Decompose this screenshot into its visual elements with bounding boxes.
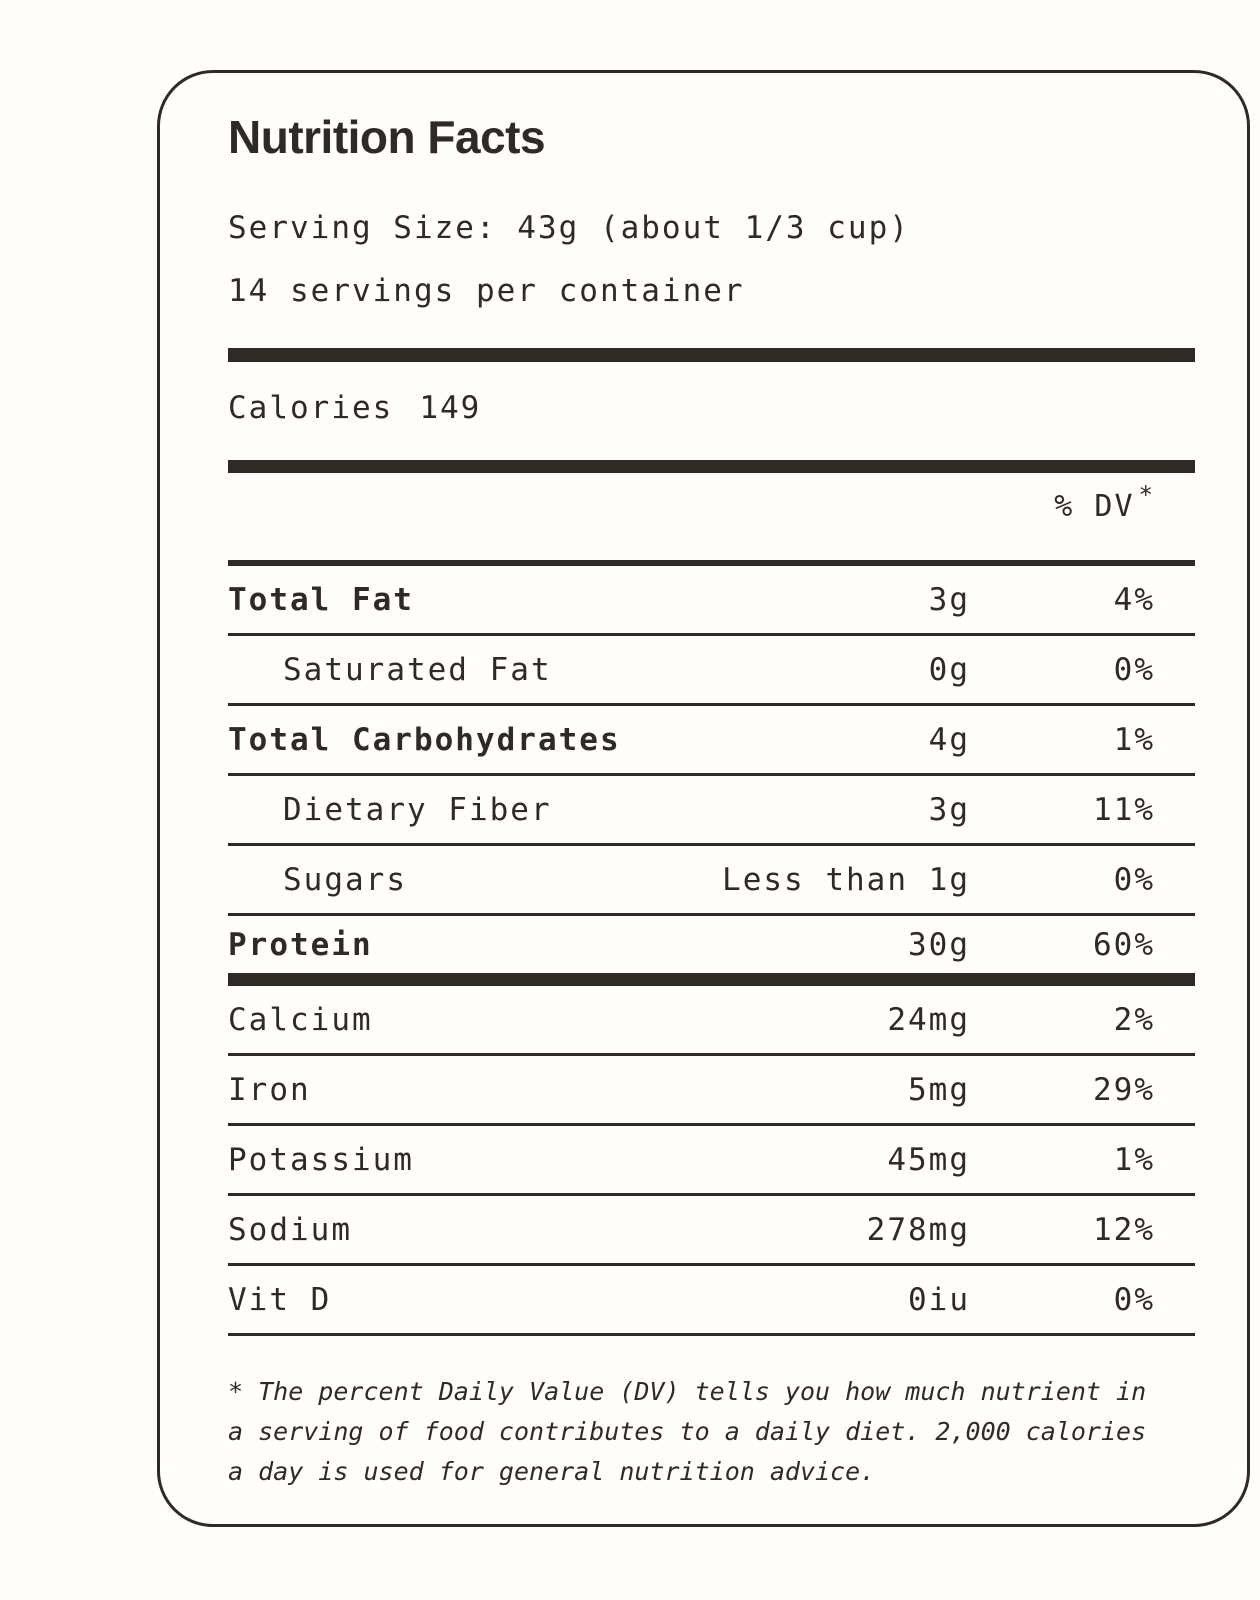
thick-divider-top bbox=[228, 348, 1195, 362]
table-row bbox=[228, 916, 1195, 986]
table-row bbox=[228, 986, 1195, 1056]
nutrient-dv-percent: 0% bbox=[1113, 651, 1155, 688]
table-row bbox=[228, 636, 1195, 706]
nutrient-amount: 45mg bbox=[887, 1141, 970, 1178]
nutrient-dv-percent: 0% bbox=[1113, 861, 1155, 898]
nutrient-dv-percent: 2% bbox=[1113, 1001, 1155, 1038]
label-content bbox=[228, 73, 1195, 1492]
nutrient-amount: 278mg bbox=[866, 1211, 970, 1248]
nutrient-dv-percent: 1% bbox=[1113, 721, 1155, 758]
table-row bbox=[228, 1266, 1195, 1336]
nutrient-dv-percent: 12% bbox=[1093, 1211, 1155, 1248]
nutrient-name: Iron bbox=[228, 1071, 311, 1108]
nutrient-amount: 3g bbox=[928, 791, 970, 828]
calories-row bbox=[228, 388, 1195, 428]
calories-value: 149 bbox=[419, 390, 482, 426]
serving-size-text: Serving Size: 43g (about 1/3 cup) bbox=[228, 210, 910, 246]
nutrition-facts-label bbox=[157, 70, 1250, 1527]
thick-divider-calories bbox=[228, 460, 1195, 473]
nutrient-amount: Less than 1g bbox=[722, 861, 970, 898]
table-row bbox=[228, 1126, 1195, 1196]
nutrient-table bbox=[228, 566, 1195, 1336]
nutrient-name: Protein bbox=[228, 926, 373, 963]
nutrient-amount: 30g bbox=[908, 926, 970, 963]
calories-label: Calories bbox=[228, 390, 394, 426]
table-row bbox=[228, 1056, 1195, 1126]
dv-footnote: * The percent Daily Value (DV) tells you how much nutrient in a serving of food contributes to a daily diet. 2,000 calories a day is used for general nutrition advice. bbox=[228, 1377, 1147, 1486]
servings-per-container-text: 14 servings per container bbox=[228, 273, 745, 309]
table-row bbox=[228, 846, 1195, 916]
table-row bbox=[228, 1196, 1195, 1266]
nutrient-name: Total Carbohydrates bbox=[228, 721, 621, 758]
nutrient-amount: 3g bbox=[928, 581, 970, 618]
nutrient-name: Vit D bbox=[228, 1281, 332, 1318]
nutrient-dv-percent: 11% bbox=[1093, 791, 1155, 828]
table-row bbox=[228, 776, 1195, 846]
daily-value-column-header bbox=[228, 473, 1195, 566]
nutrient-dv-percent: 60% bbox=[1093, 926, 1155, 963]
nutrient-name: Saturated Fat bbox=[283, 651, 552, 688]
nutrient-name: Potassium bbox=[228, 1141, 414, 1178]
dv-header-label: % DV bbox=[1054, 489, 1135, 524]
nutrient-name: Sugars bbox=[283, 861, 407, 898]
nutrient-name: Total Fat bbox=[228, 581, 414, 618]
nutrient-name: Sodium bbox=[228, 1211, 352, 1248]
nutrient-amount: 0iu bbox=[908, 1281, 970, 1318]
nutrient-dv-percent: 0% bbox=[1113, 1281, 1155, 1318]
table-row bbox=[228, 566, 1195, 636]
nutrient-dv-percent: 4% bbox=[1113, 581, 1155, 618]
nutrient-dv-percent: 29% bbox=[1093, 1071, 1155, 1108]
page-title: Nutrition Facts bbox=[228, 111, 546, 163]
nutrient-name: Calcium bbox=[228, 1001, 373, 1038]
nutrient-amount: 4g bbox=[928, 721, 970, 758]
nutrient-amount: 24mg bbox=[887, 1001, 970, 1038]
nutrient-amount: 5mg bbox=[908, 1071, 970, 1108]
nutrient-dv-percent: 1% bbox=[1113, 1141, 1155, 1178]
nutrient-amount: 0g bbox=[928, 651, 970, 688]
nutrient-name: Dietary Fiber bbox=[283, 791, 552, 828]
table-row bbox=[228, 706, 1195, 776]
dv-header-asterisk: * bbox=[1138, 480, 1155, 509]
